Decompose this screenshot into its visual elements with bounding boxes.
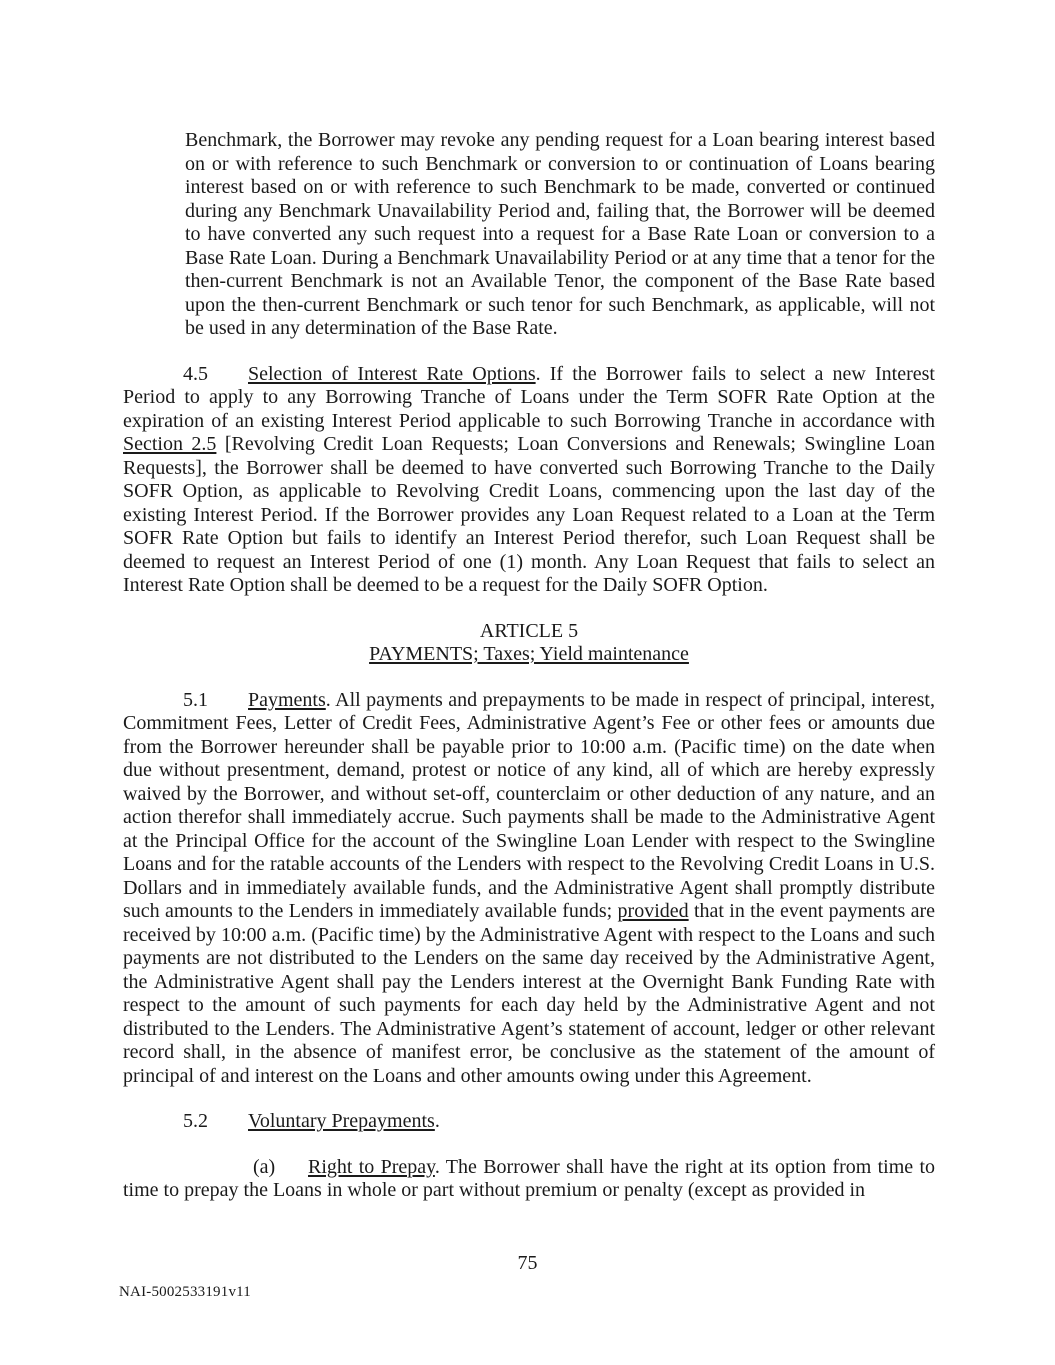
section-5-2-a-text: . The Borrower shall have the right at its option from time to time to prepay the Loans in whole or part without premium or penalty (except as provided in: [123, 1155, 936, 1201]
proviso-term: provided: [617, 900, 689, 922]
section-5-1-number: 5.1: [183, 688, 208, 711]
section-5-2-a-number: (a): [253, 1155, 276, 1178]
section-5-2-a: [123, 1156, 935, 1203]
section-5-2-period: .: [434, 1110, 440, 1132]
article-5-title: ARTICLE 5: [479, 619, 579, 642]
section-4-5-number: 4.5: [183, 362, 208, 385]
section-5-2-a-heading: Right to Prepay: [308, 1155, 435, 1178]
section-4-5-text: . If the Borrower fails to select a new Interest Period to apply to any Borrowing Tranche of Loans under the Term SOFR Rate Option at the expiration of an existing Interest Period applicable to such Borrowing Tranche in accordance with: [123, 362, 935, 432]
section-5-1-heading: Payments: [248, 688, 326, 711]
document-id-stamp: NAI-5002533191v11: [119, 1284, 251, 1300]
paragraph-benchmark-continuation: Benchmark, the Borrower may revoke any pending request for a Loan bearing interest based on or with reference to such Benchmark or conversion to or continuation of Loans bearing interest based on or with reference to such Benchmark to be made, converted or continued during any Benchmark Unavailability Period and, failing that, the Borrower will be deemed to have converted any such request into a request for a Base Rate Loan or conversion to a Base Rate Loan. During a Benchmark Unavailability Period or at any time that a tenor for the then-current Benchmark is not an Available Tenor, the component of the Base Rate based upon the then-current Benchmark or such tenor for such Benchmark, as applicable, will not be used in any determination of the Base Rate.: [185, 129, 935, 339]
article-5-heading: [123, 620, 935, 667]
section-5-1-text: . All payments and prepayments to be made in respect of principal, interest, Commitment Fees, Letter of Credit Fees, Administrative Agent’s Fee or other fees or amounts due from the Borrower hereunder shall be payable prior to 10:00 a.m. (Pacific time) on the date when due without presentment, demand, protest or notice of any kind, all of which are hereby expressly waived by the Borrower, and without set-off, counterclaim or other deduction of any nature, and an action therefor shall immediately accrue. Such payments shall be made to the Administrative Agent at the Principal Office for the account of the Swingline Loan Lender with respect to the Swingline Loans and for the ratable accounts of the Lenders with respect to the Revolving Credit Loans in U.S. Dollars and in immediately available funds, and the Administrative Agent shall promptly distribute such amounts to the Lenders in immediately available funds;: [123, 688, 935, 922]
cross-reference-section-2-5: Section 2.5: [123, 433, 217, 455]
section-5-1: [123, 689, 935, 1089]
section-4-5: [123, 363, 935, 598]
page-body: [123, 129, 935, 1225]
page-number: 75: [517, 1252, 538, 1274]
section-4-5-text-rest: [Revolving Credit Loan Requests; Loan Conversions and Renewals; Swingline Loan Requests], the Borrower shall be deemed to have converted such Borrowing Tranche to the Daily SOFR Option, as applicable to Revolving Credit Loans, commencing upon the last day of the existing Interest Period. If the Borrower provides any Loan Request related to a Loan at the Term SOFR Rate Option but fails to identify an Interest Period therefor, such Loan Request shall be deemed to request an Interest Period of one (1) month. Any Loan Request that fails to select an Interest Rate Option shall be deemed to be a request for the Daily SOFR Option.: [123, 433, 935, 596]
section-5-2: [123, 1110, 935, 1134]
section-5-1-text-rest: that in the event payments are received by 10:00 a.m. (Pacific time) by the Administrative Agent with respect to the Loans and such payments are not distributed to the Lenders on the same day received by the Administrative Agent, the Administrative Agent shall pay the Lenders interest at the Overnight Bank Funding Rate with respect to the amount of such payments for each day held by the Administrative Agent and not distributed to the Lenders. The Administrative Agent’s statement of account, ledger or other relevant record shall, in the absence of manifest error, be conclusive as the statement of the amount of principal of and interest on the Loans and other amounts owing under this Agreement.: [123, 900, 935, 1087]
article-5-subtitle: PAYMENTS; Taxes; Yield maintenance: [369, 643, 689, 665]
section-5-2-number: 5.2: [183, 1110, 208, 1132]
section-5-2-heading: Voluntary Prepayments: [248, 1110, 435, 1132]
section-4-5-heading: Selection of Interest Rate Options: [248, 362, 536, 385]
